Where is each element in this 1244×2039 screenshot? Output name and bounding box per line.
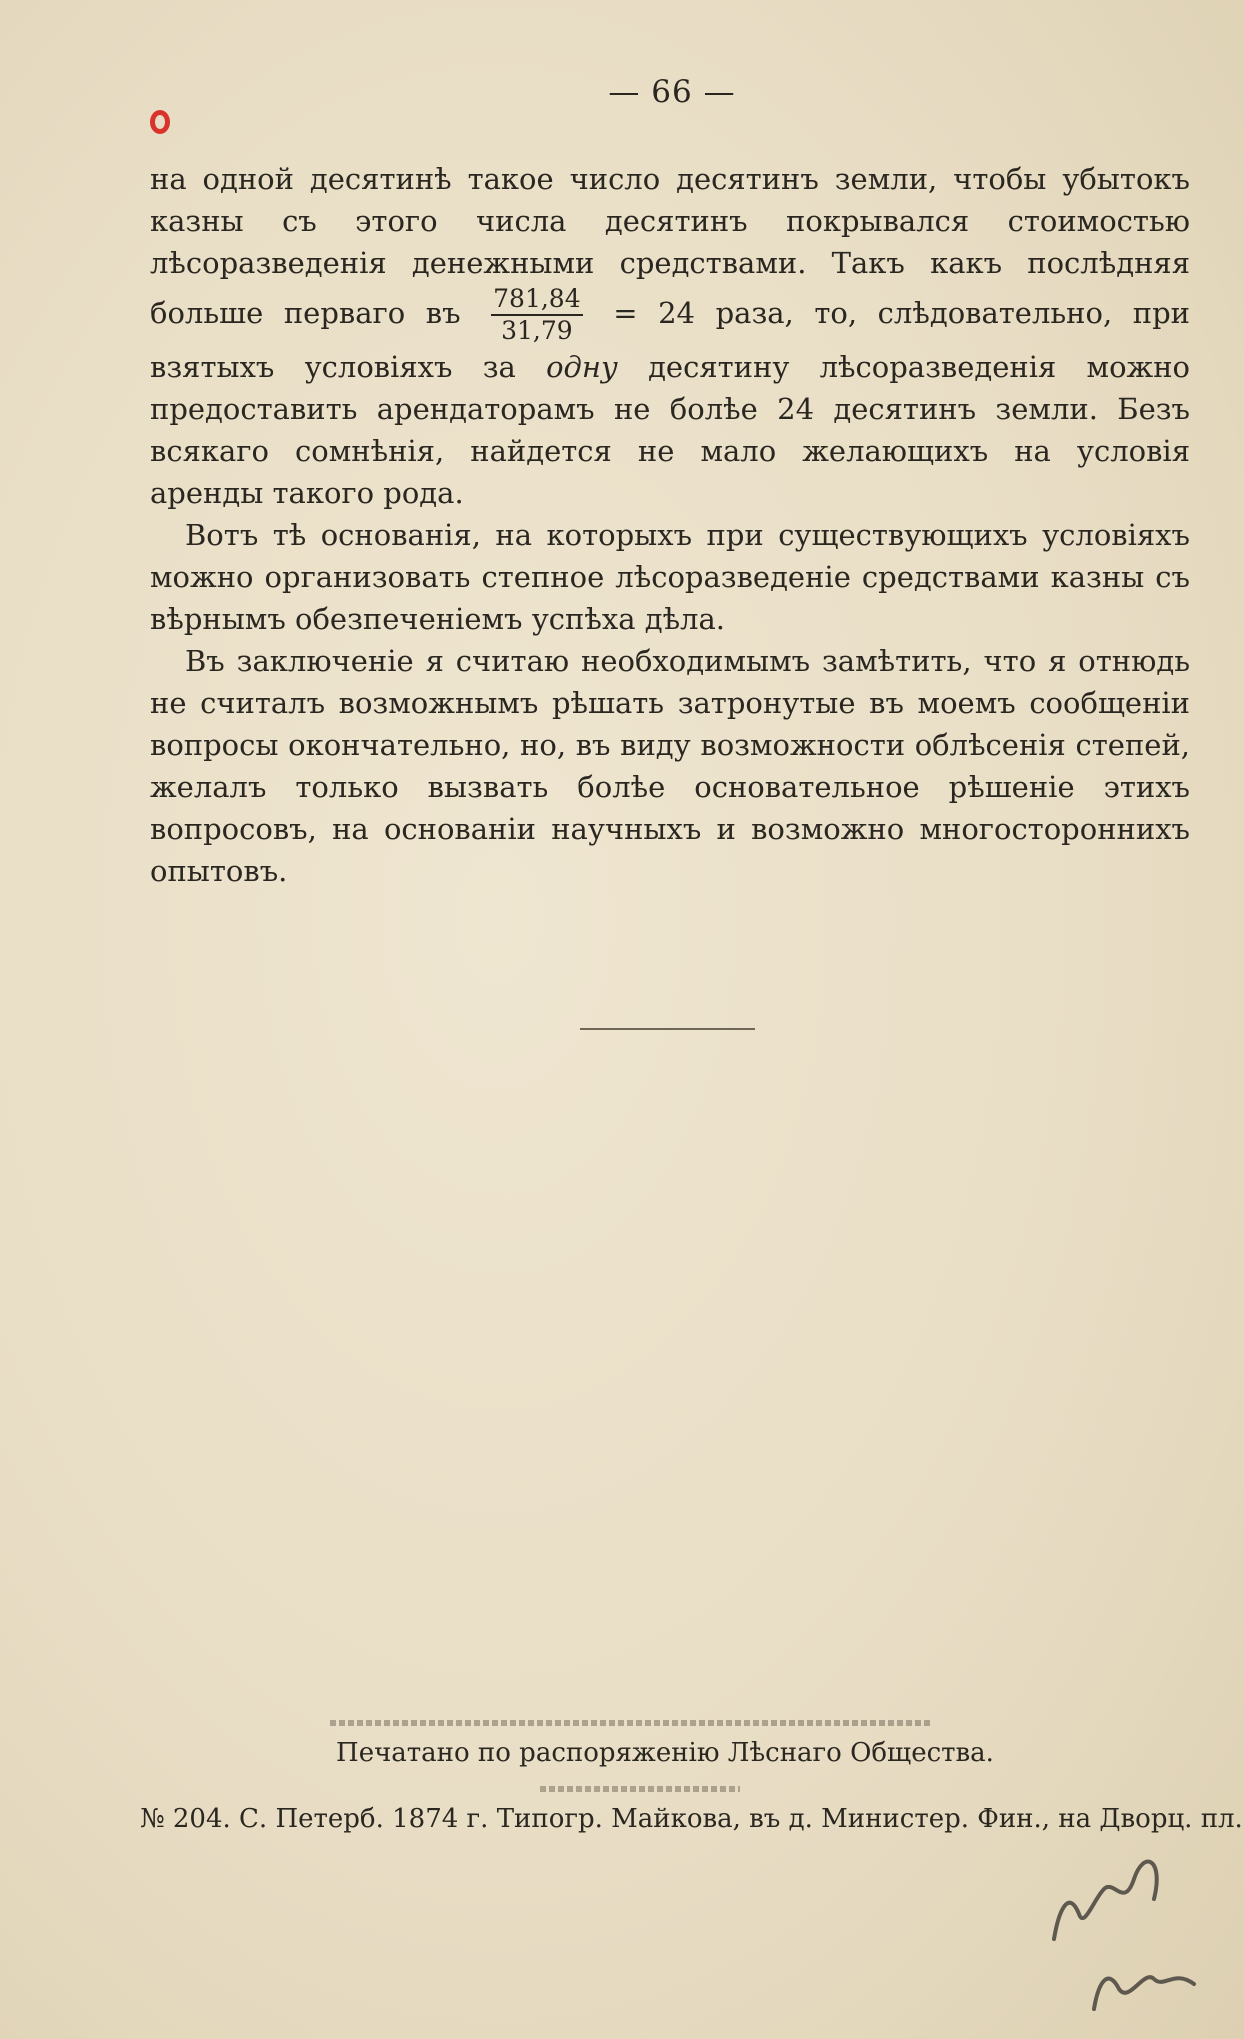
paragraph-1-emphasis: одну [546,350,618,384]
page-number: — 66 — [608,74,736,110]
handwritten-annotation [1034,1819,1214,2019]
paragraph-1-part-b: = 24 раза, то, слѣдовательно, при взятыхъ условіяхъ за [150,296,1191,384]
fraction-numerator: 781,84 [491,284,582,316]
printer-imprint: № 204. С. Петерб. 1874 г. Типогр. Майкова, въ д. Министер. Фин., на Дворц. пл. [140,1804,1243,1834]
body-text [150,158,1190,892]
paragraph-1 [150,158,1190,514]
fraction [491,284,582,346]
paragraph-1-part-a: на одной десятинѣ такое число десятинъ земли, чтобы убытокъ казны съ этого числа десятинъ покрывался стоимостью лѣсоразведенія денежными средствами. Такъ какъ послѣдняя больше перваго въ [150,162,1190,330]
footer-rule-bottom [540,1786,740,1792]
footer-rule-top [330,1720,930,1726]
paragraph-2: Вотъ тѣ основанія, на которыхъ при существующихъ условіяхъ можно организовать степное лѣсоразведеніе средствами казны съ вѣрнымъ обезпеченіемъ успѣха дѣла. [150,518,1190,636]
section-separator [580,1028,755,1030]
printed-by-notice: Печатано по распоряженію Лѣснаго Общества. [336,1738,994,1768]
fraction-denominator: 31,79 [501,316,573,345]
paragraph-1-part-c: десятину лѣсоразведенія можно предоставить арендаторамъ не болѣе 24 десятинъ земли. Безъ всякаго сомнѣнія, найдется не мало желающихъ на условія аренды такого рода. [150,350,1191,510]
paragraph-3: Въ заключеніе я считаю необходимымъ замѣтить, что я отнюдь не считалъ возможнымъ рѣшать затронутые въ моемъ сообщеніи вопросы окончательно, но, въ виду возможности облѣсенія степей, желалъ только вызвать болѣе основательное рѣшеніе этихъ вопросовъ, на основаніи научныхъ и возможно многостороннихъ опытовъ. [150,644,1190,888]
red-ink-mark [150,110,170,134]
